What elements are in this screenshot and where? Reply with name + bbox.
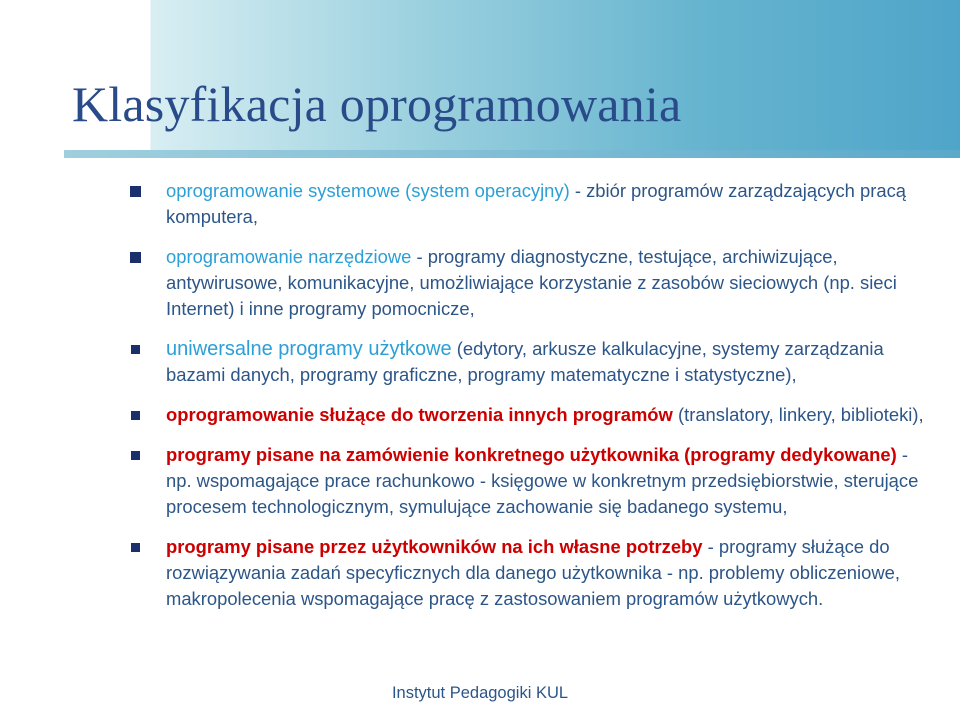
- square-bullet-icon: [130, 186, 141, 197]
- item-heading: oprogramowanie systemowe (system operacyjny): [166, 180, 570, 201]
- item-heading: programy pisane przez użytkowników na ich własne potrzeby: [166, 536, 703, 557]
- list-item-user-written-software: [130, 534, 930, 612]
- square-bullet-icon: [131, 451, 140, 460]
- list-item-custom-software: [130, 442, 930, 520]
- slide-footer: Instytut Pedagogiki KUL: [391, 684, 569, 702]
- square-bullet-icon: [131, 543, 140, 552]
- item-description: (edytory, arkusze kalkulacyjne, systemy zarządzania bazami danych, programy graficzne, programy matematyczne i statystyczne),: [166, 338, 884, 385]
- item-heading: oprogramowanie służące do tworzenia innych programów: [166, 404, 673, 425]
- bullet-list: [130, 178, 930, 612]
- list-item-utility-software: [130, 244, 930, 322]
- item-description: (translatory, linkery, biblioteki),: [672, 404, 924, 425]
- item-description: - zbiór programów zarządzających pracą komputera,: [166, 180, 907, 227]
- item-description: - programy diagnostyczne, testujące, archiwizujące, antywirusowe, komunikacyjne, umożliwiające korzystanie z zasobów sieciowych (np. sieci Internet) i inne programy pomocnicze,: [166, 246, 897, 319]
- slide-title: Klasyfikacja oprogramowania: [72, 76, 682, 132]
- list-item-system-software: [130, 178, 930, 230]
- item-heading: programy pisane na zamówienie konkretnego użytkownika (programy dedykowane): [166, 444, 897, 465]
- square-bullet-icon: [131, 411, 140, 420]
- slide-body: [130, 178, 930, 612]
- item-heading: oprogramowanie narzędziowe: [166, 246, 412, 267]
- square-bullet-icon: [131, 345, 140, 354]
- item-description: - np. wspomagające prace rachunkowo - księgowe w konkretnym przedsiębiorstwie, sterujące procesem technologicznym, symulujące zachowanie się badanego systemu,: [166, 444, 919, 517]
- square-bullet-icon: [130, 252, 141, 263]
- list-item-development-software: [130, 402, 930, 428]
- item-description: - programy służące do rozwiązywania zadań specyficznych dla danego użytkownika - np. problemy obliczeniowe, makropolecenia wspomagające pracę z zastosowaniem programów użytkowych.: [166, 536, 900, 609]
- title-underline: [64, 150, 960, 158]
- item-heading: uniwersalne programy użytkowe: [166, 338, 452, 360]
- list-item-application-software: [130, 336, 930, 388]
